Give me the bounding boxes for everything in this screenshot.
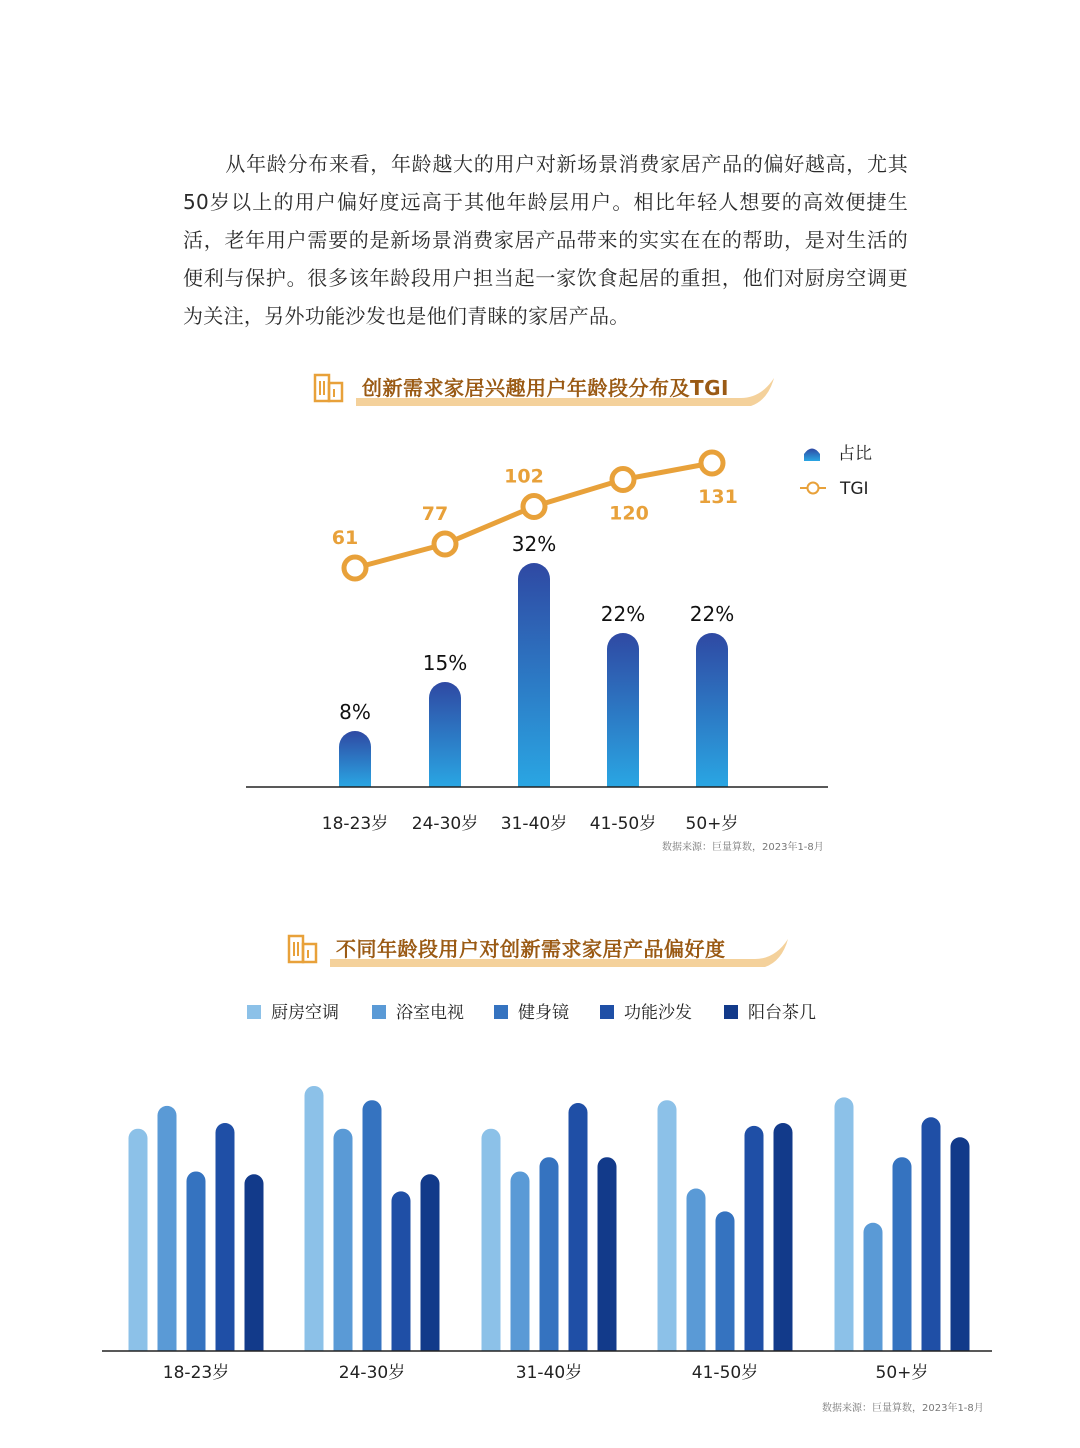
legend-label-2: 健身镜: [518, 1003, 569, 1023]
chart2-title-box: [330, 929, 760, 965]
group-tick-label-1: 24-30岁: [338, 1363, 406, 1383]
x-tick-label-4: 50+岁: [685, 814, 739, 834]
bar-2-2: [540, 1157, 559, 1351]
group-tick-label-2: 31-40岁: [515, 1363, 583, 1383]
bar-data-label-4: 22%: [689, 602, 735, 626]
tgi-point-0: [344, 557, 366, 579]
legend-label-1: 浴室电视: [396, 1003, 464, 1023]
legend-label-4: 阳台茶几: [748, 1003, 816, 1023]
legend-label-share: 占比: [838, 444, 872, 464]
building-icon: [312, 369, 346, 403]
bar-3-1: [687, 1189, 706, 1351]
chart2-title: 不同年龄段用户对创新需求家居产品偏好度: [336, 936, 726, 961]
bar-0-2: [187, 1171, 206, 1351]
building-icon: [286, 930, 320, 964]
bar-4-0: [835, 1097, 854, 1351]
bar-0-0: [129, 1129, 148, 1351]
bar-data-label-1: 15%: [422, 651, 468, 675]
bar-3-0: [658, 1100, 677, 1351]
intro-text: 从年龄分布来看，年龄越大的用户对新场景消费家居产品的偏好越高，尤其50岁以上的用户偏好度远高于其他年龄层用户。相比年轻人想要的高效便捷生活，老年用户需要的是新场景消费家居产品带来的实实在在的帮助，是对生活的便利与保护。很多该年龄段用户担当起一家饮食起居的重担，他们对厨房空调更为关注，另外功能沙发也是他们青睐的家居产品。: [183, 152, 908, 328]
product-preference-chart: [0, 990, 1080, 1410]
bar-0-3: [216, 1123, 235, 1351]
bar-0-1: [158, 1106, 177, 1351]
bar-data-label-2: 32%: [511, 532, 557, 556]
tgi-data-label-1: 77: [421, 503, 449, 525]
chart1-legend: [800, 444, 872, 499]
bar-0-4: [245, 1174, 264, 1351]
legend-bar-swatch: [804, 449, 820, 462]
legend-marker: [808, 483, 819, 494]
bar-share-0: [339, 731, 371, 787]
tgi-data-label-3: 120: [609, 502, 649, 525]
chart2-source: 数据来源：巨量算数，2023年1-8月: [822, 1403, 984, 1414]
chart1-title-box: [356, 368, 763, 404]
bar-4-3: [922, 1117, 941, 1351]
legend-swatch-0: [247, 1005, 261, 1019]
group-tick-label-3: 41-50岁: [691, 1363, 759, 1383]
tgi-data-label-2: 102: [504, 465, 544, 488]
chart1-title-badge: [312, 364, 763, 408]
legend-label-3: 功能沙发: [624, 1003, 692, 1023]
tgi-point-4: [701, 452, 723, 474]
bar-2-4: [598, 1157, 617, 1351]
bar-2-1: [511, 1171, 530, 1351]
tgi-data-label-0: 61: [331, 527, 359, 549]
bar-2-0: [482, 1129, 501, 1351]
bar-1-0: [305, 1086, 324, 1351]
tgi-point-3: [612, 469, 634, 491]
group-tick-label-0: 18-23岁: [162, 1363, 230, 1383]
intro-paragraph: [183, 145, 908, 335]
legend-swatch-1: [372, 1005, 386, 1019]
bar-4-4: [951, 1137, 970, 1351]
bar-4-1: [864, 1223, 883, 1351]
bar-3-3: [745, 1126, 764, 1351]
tgi-data-label-4: 131: [698, 486, 738, 508]
group-tick-label-4: 50+岁: [875, 1363, 929, 1383]
x-tick-label-2: 31-40岁: [500, 814, 568, 834]
bar-3-2: [716, 1211, 735, 1351]
x-tick-label-0: 18-23岁: [321, 814, 389, 834]
bar-1-2: [363, 1100, 382, 1351]
bar-3-4: [774, 1123, 793, 1351]
legend-label-tgi: TGI: [840, 479, 869, 499]
bar-1-4: [421, 1174, 440, 1351]
bar-share-3: [607, 633, 639, 787]
chart2-title-badge: [286, 925, 760, 969]
bar-2-3: [569, 1103, 588, 1351]
x-tick-label-1: 24-30岁: [411, 814, 479, 834]
legend-swatch-3: [600, 1005, 614, 1019]
bar-4-2: [893, 1157, 912, 1351]
bar-1-1: [334, 1129, 353, 1351]
bar-1-3: [392, 1191, 411, 1351]
bar-data-label-0: 8%: [339, 700, 371, 724]
tgi-point-2: [523, 496, 545, 518]
bar-share-4: [696, 633, 728, 787]
legend-label-0: 厨房空调: [271, 1003, 339, 1023]
chart1-title: 创新需求家居兴趣用户年龄段分布及TGI: [362, 375, 729, 400]
x-tick-label-3: 41-50岁: [589, 814, 657, 834]
tgi-point-1: [434, 533, 456, 555]
bar-share-2: [518, 563, 550, 787]
bar-share-1: [429, 682, 461, 787]
bar-data-label-3: 22%: [600, 602, 646, 626]
age-distribution-chart: [0, 430, 1080, 850]
legend-swatch-2: [494, 1005, 508, 1019]
chart1-source: 数据来源：巨量算数，2023年1-8月: [662, 842, 824, 853]
legend-swatch-4: [724, 1005, 738, 1019]
